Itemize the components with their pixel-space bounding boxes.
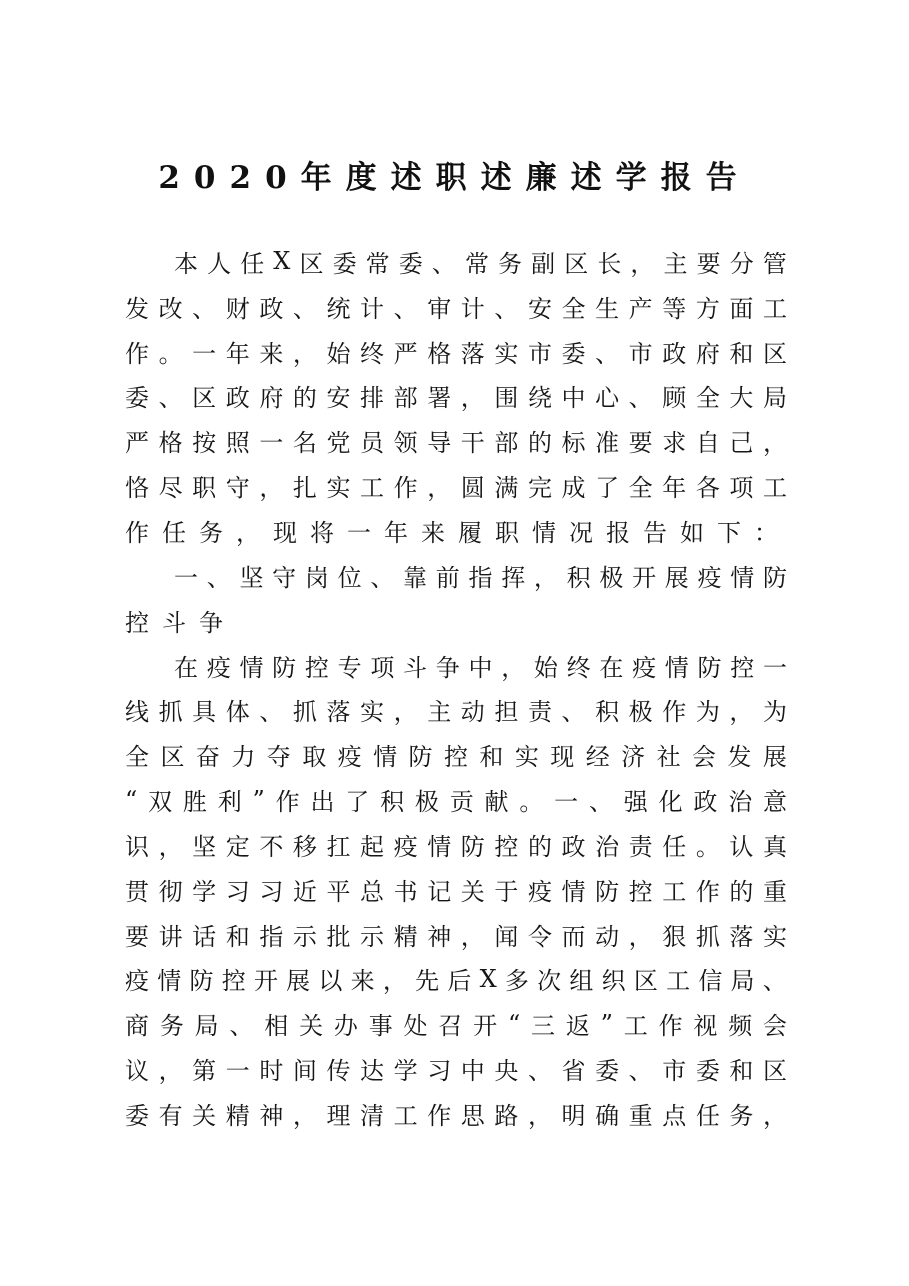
text-line: 发 改 、 财 政 、 统 计 、 审 计 、 安 全 生 产 等 方 面 工 bbox=[125, 294, 787, 323]
text-line: 疫 情 防 控 开 展 以 来 ， 先 后 X 多 次 组 织 区 工 信 局 、 bbox=[125, 964, 787, 996]
text-line: 要 讲 话 和 指 示 批 示 精 神 ， 闻 令 而 动 ， 狠 抓 落 实 bbox=[125, 922, 787, 951]
text-line: 恪 尽 职 守 ， 扎 实 工 作 ， 圆 满 完 成 了 全 年 各 项 工 bbox=[125, 474, 787, 503]
text-line: 识 ， 坚 定 不 移 扛 起 疫 情 防 控 的 政 治 责 任 。 认 真 bbox=[125, 832, 787, 861]
text-line: 一 、 坚 守 岗 位 、 靠 前 指 挥 ， 积 极 开 展 疫 情 防 bbox=[174, 563, 787, 592]
text-line: 作 。 一 年 来 ， 始 终 严 格 落 实 市 委 、 市 政 府 和 区 bbox=[125, 339, 787, 368]
document-body bbox=[125, 239, 791, 1136]
text-line: 委 、 区 政 府 的 安 排 部 署 ， 围 绕 中 心 、 顾 全 大 局 bbox=[125, 384, 787, 413]
document-title: 2020年度述职述廉述学报告 bbox=[158, 160, 751, 196]
text-line: 线 抓 具 体 、 抓 落 实 ， 主 动 担 责 、 积 极 作 为 ， 为 bbox=[125, 698, 787, 727]
text-line: 全 区 奋 力 夺 取 疫 情 防 控 和 实 现 经 济 社 会 发 展 bbox=[125, 743, 787, 772]
text-line: 控 斗 争 bbox=[125, 608, 236, 637]
text-line: 贯 彻 学 习 习 近 平 总 书 记 关 于 疫 情 防 控 工 作 的 重 bbox=[125, 877, 787, 906]
text-line: 商 务 局 、 相 关 办 事 处 召 开 “ 三 返 ” 工 作 视 频 会 bbox=[125, 1009, 787, 1041]
text-line: 委 有 关 精 神 ， 理 清 工 作 思 路 ， 明 确 重 点 任 务 ， bbox=[125, 1101, 787, 1130]
text-line: 严 格 按 照 一 名 党 员 领 导 干 部 的 标 准 要 求 自 己 ， bbox=[125, 429, 787, 458]
text-line: 作 任 务 ， 现 将 一 年 来 履 职 情 况 报 告 如 下 ： bbox=[125, 518, 791, 547]
text-line: “ 双 胜 利 ” 作 出 了 积 极 贡 献 。 一 、 强 化 政 治 意 bbox=[125, 785, 787, 817]
text-line: 在 疫 情 防 控 专 项 斗 争 中 ， 始 终 在 疫 情 防 控 一 bbox=[174, 653, 787, 682]
text-line: 本 人 任 X 区 委 常 委 、 常 务 副 区 长 ， 主 要 分 管 bbox=[174, 247, 787, 278]
text-line: 议 ， 第 一 时 间 传 达 学 习 中 央 、 省 委 、 市 委 和 区 bbox=[125, 1057, 787, 1086]
